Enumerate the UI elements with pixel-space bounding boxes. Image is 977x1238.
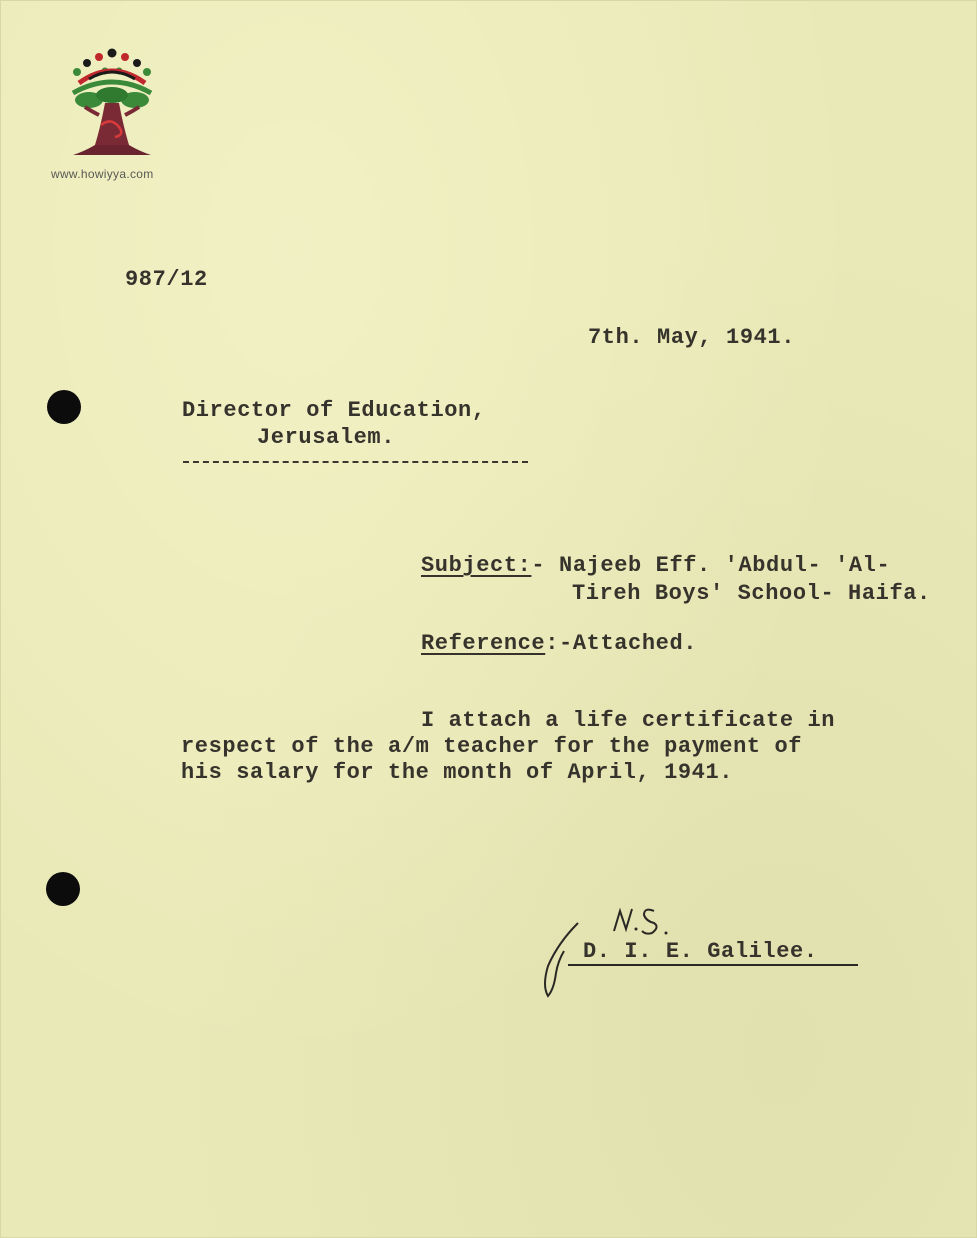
tree-logo-icon	[49, 45, 179, 170]
logo-url-text: www.howiyya.com	[51, 167, 154, 181]
body-line-2: respect of the a/m teacher for the payment of	[181, 734, 803, 759]
signatory-name: D. I. E. Galilee.	[583, 939, 818, 964]
reference-line	[421, 631, 697, 656]
punch-hole-top	[47, 390, 81, 424]
file-number: 987/12	[125, 267, 208, 292]
subject-text-1: - Najeeb Eff. 'Abdul- 'Al-	[531, 553, 891, 578]
reference-label: Reference	[421, 631, 546, 656]
subject-label: Subject:	[421, 553, 532, 578]
reference-text: :-Attached.	[545, 631, 698, 656]
signature-line	[568, 964, 858, 966]
punch-hole-bottom	[46, 872, 80, 906]
recipient-line-2: Jerusalem.	[257, 425, 396, 450]
howiyya-logo	[49, 45, 179, 185]
subject-line-1	[421, 553, 890, 578]
body-line-1: I attach a life certificate in	[421, 708, 836, 733]
body-line-3: his salary for the month of April, 1941.	[181, 760, 734, 785]
subject-line-2: Tireh Boys' School- Haifa.	[572, 581, 931, 606]
recipient-divider	[183, 461, 528, 463]
recipient-line-1: Director of Education,	[182, 398, 486, 423]
letter-date: 7th. May, 1941.	[588, 325, 796, 350]
